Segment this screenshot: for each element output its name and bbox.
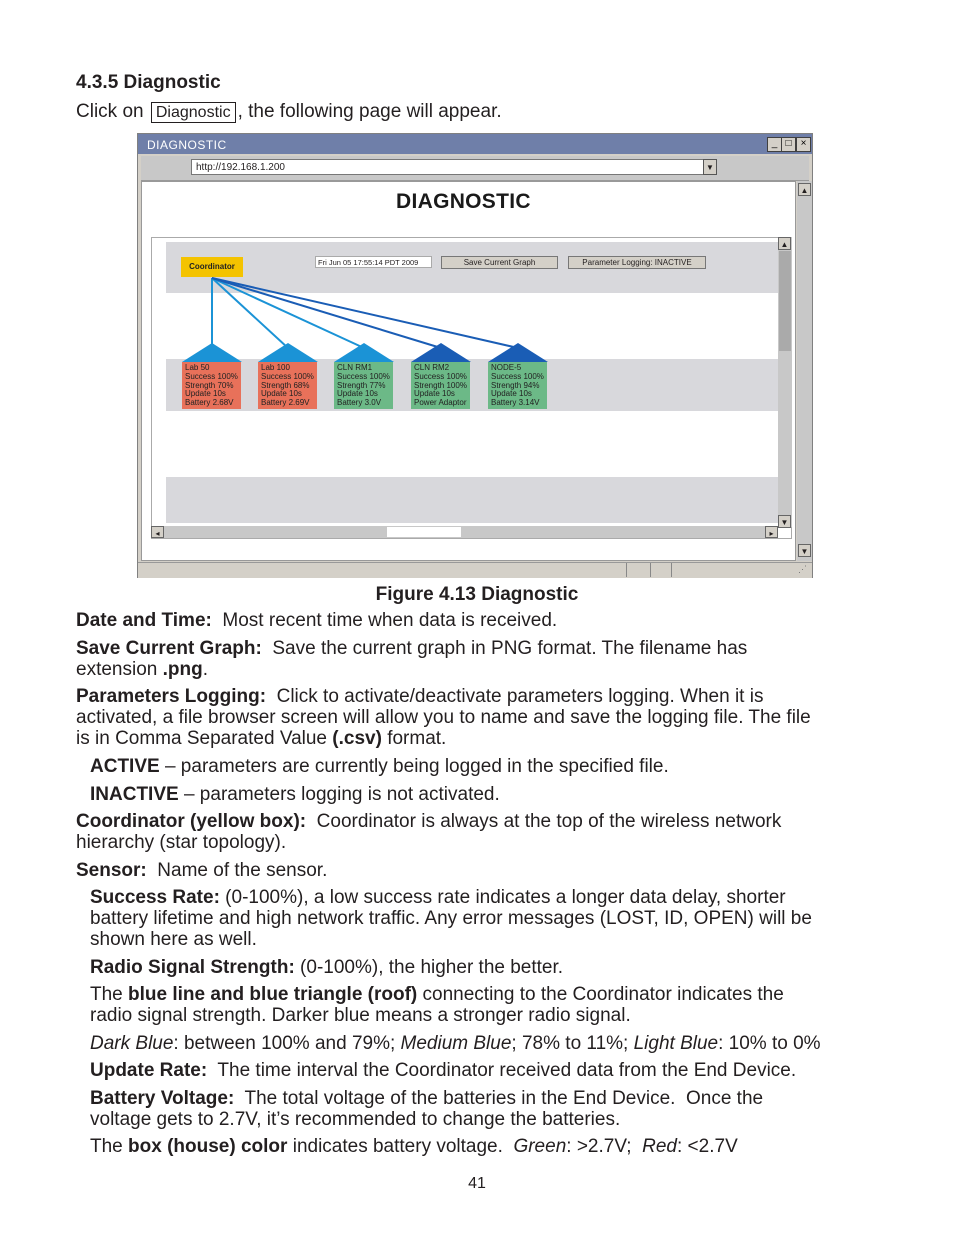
roof-triangle xyxy=(411,343,471,362)
roof-triangle xyxy=(182,343,242,362)
diagnostic-window-screenshot xyxy=(137,133,813,578)
intro-line: Click on Diagnostic , the following page will appear. xyxy=(76,101,502,122)
sensor-node-cln-rm2[interactable]: CLN RM2 Success 100% Strength 100% Update 10s Power Adaptor xyxy=(411,362,470,409)
date-time-paragraph: Date and Time: Most recent time when data is received. xyxy=(76,610,558,631)
parameters-logging-paragraph: Parameters Logging: Click to activate/deactivate parameters logging. When it is activated, a file browser screen will allow you to name and save the logging file. The file is in Comma Separated Value (.csv) format. xyxy=(76,686,811,749)
scroll-left-icon[interactable]: ◂ xyxy=(151,526,164,538)
diagnostic-button-reference: Diagnostic xyxy=(151,102,236,123)
resize-grip-icon[interactable]: ⋰ xyxy=(798,564,807,574)
success-rate-paragraph: Success Rate: (0-100%), a low success rate indicates a longer data delay, shorter battery lifetime and high network traffic. Any error messages (LOST, ID, OPEN) will be shown here as well. xyxy=(90,887,812,950)
link-line xyxy=(212,278,518,348)
active-paragraph: ACTIVE – parameters are currently being logged in the specified file. xyxy=(90,756,669,777)
network-graph xyxy=(138,134,812,577)
sensor-node-lab-100[interactable]: Lab 100 Success 100% Strength 68% Update 10s Battery 2.69V xyxy=(258,362,317,409)
page-number: 41 xyxy=(468,1175,486,1192)
scroll-up-icon[interactable]: ▲ xyxy=(778,237,791,250)
update-rate-paragraph: Update Rate: The time interval the Coordinator received data from the End Device. xyxy=(90,1060,797,1081)
scroll-up-icon[interactable]: ▲ xyxy=(798,183,811,196)
status-bar xyxy=(138,562,812,578)
chevron-down-icon[interactable]: ▼ xyxy=(703,159,717,175)
scroll-down-icon[interactable]: ▼ xyxy=(778,515,791,528)
sensor-node-node-5[interactable]: NODE-5 Success 100% Strength 94% Update 10s Battery 3.14V xyxy=(488,362,547,409)
radio-strength-paragraph: Radio Signal Strength: (0-100%), the higher the better. xyxy=(90,957,564,978)
section-heading: 4.3.5 Diagnostic xyxy=(76,72,221,93)
blue-line-paragraph: The blue line and blue triangle (roof) connecting to the Coordinator indicates the radio signal strength. Darker blue means a stronger radio signal. xyxy=(90,984,784,1026)
parameter-logging-button[interactable]: Parameter Logging: INACTIVE xyxy=(568,256,706,269)
roof-triangle xyxy=(334,343,394,362)
figure-caption: Figure 4.13 Diagnostic xyxy=(375,584,579,605)
battery-voltage-paragraph: Battery Voltage: The total voltage of the batteries in the End Device. Once the voltage gets to 2.7V, it’s recommended to change the batteries. xyxy=(90,1088,764,1130)
graph-horizontal-scrollbar[interactable] xyxy=(151,526,778,538)
sensor-node-lab-50[interactable]: Lab 50 Success 100% Strength 70% Update 10s Battery 2.68V xyxy=(182,362,241,409)
scroll-right-icon[interactable]: ▸ xyxy=(765,526,778,538)
url-field[interactable]: http://192.168.1.200 xyxy=(191,159,716,175)
page-heading: DIAGNOSTIC xyxy=(396,190,531,213)
maximize-icon[interactable]: □ xyxy=(781,137,796,152)
roof-triangle xyxy=(258,343,318,362)
window-title: DIAGNOSTIC xyxy=(147,138,227,152)
save-graph-paragraph: Save Current Graph: Save the current graph in PNG format. The filename has extension .png. xyxy=(76,638,748,680)
save-current-graph-button[interactable]: Save Current Graph xyxy=(441,256,558,269)
graph-vertical-scrollbar[interactable] xyxy=(778,237,792,527)
sensor-paragraph: Sensor: Name of the sensor. xyxy=(76,860,328,881)
box-color-paragraph: The box (house) color indicates battery voltage. Green: >2.7V; Red: <2.7V xyxy=(90,1136,738,1157)
timestamp-field: Fri Jun 05 17:55:14 PDT 2009 xyxy=(315,256,432,268)
coordinator-box[interactable]: Coordinator xyxy=(181,257,243,277)
link-line xyxy=(212,278,441,348)
link-line xyxy=(212,278,364,348)
inactive-paragraph: INACTIVE – parameters logging is not activated. xyxy=(90,784,500,805)
blue-levels-paragraph: Dark Blue: between 100% and 79%; Medium Blue; 78% to 11%; Light Blue: 10% to 0% xyxy=(90,1033,821,1054)
sensor-node-cln-rm1[interactable]: CLN RM1 Success 100% Strength 77% Update 10s Battery 3.0V xyxy=(334,362,393,409)
link-line xyxy=(212,278,288,348)
minimize-icon[interactable]: _ xyxy=(767,137,782,152)
scroll-thumb[interactable] xyxy=(779,251,791,351)
coordinator-paragraph: Coordinator (yellow box): Coordinator is always at the top of the wireless network hierarchy (star topology). xyxy=(76,811,782,853)
close-icon[interactable]: × xyxy=(796,137,811,152)
roof-triangle xyxy=(488,343,548,362)
scroll-down-icon[interactable]: ▼ xyxy=(798,544,811,557)
scroll-thumb[interactable] xyxy=(387,527,461,537)
